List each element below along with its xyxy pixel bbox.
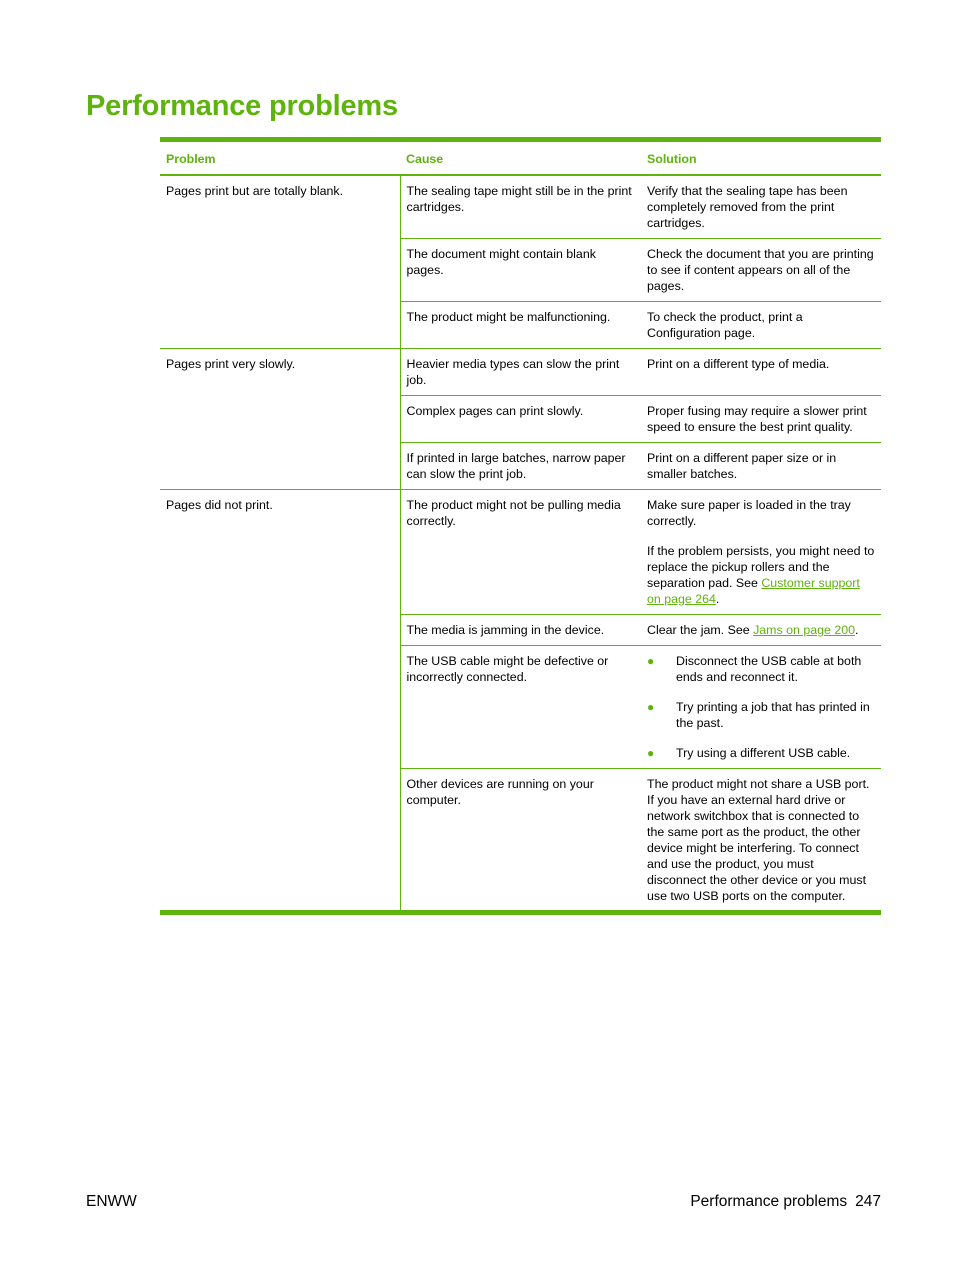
performance-problems-table — [160, 137, 881, 915]
bullet-icon: ● — [647, 654, 655, 668]
solution-cell — [641, 615, 881, 646]
solution-cell — [641, 646, 881, 769]
footer-right — [690, 1193, 881, 1211]
problem-cell: Pages did not print. — [160, 490, 400, 911]
list-item — [647, 699, 875, 731]
bullet-icon: ● — [647, 700, 655, 714]
table-row — [160, 490, 881, 615]
list-item — [647, 653, 875, 685]
footer-left-label: ENWW — [86, 1193, 137, 1210]
bullet-icon: ● — [647, 746, 655, 760]
cause-cell: Complex pages can print slowly. — [400, 396, 641, 443]
solution-cell: Verify that the sealing tape has been completely removed from the print cartridges. — [641, 175, 881, 239]
table-row — [160, 349, 881, 396]
solution-cell: Print on a different paper size or in smaller batches. — [641, 443, 881, 490]
bullet-text: Try using a different USB cable. — [676, 746, 851, 760]
cause-cell: Other devices are running on your computer. — [406, 777, 594, 807]
customer-support-link[interactable]: Customer support on page 264 — [647, 576, 860, 606]
bullet-text: Try printing a job that has printed in the past. — [676, 700, 870, 730]
solution-cell — [641, 490, 881, 615]
solution-bullet-list — [647, 653, 875, 761]
solution-cell: Check the document that you are printing to see if content appears on all of the pages. — [641, 239, 881, 302]
solution-text: Clear the jam. See — [647, 623, 754, 637]
solution-text: . — [855, 623, 859, 637]
cause-cell: The sealing tape might still be in the print cartridges. — [400, 175, 641, 239]
bullet-text: Disconnect the USB cable at both ends and reconnect it. — [676, 654, 862, 684]
footer-section-title: Performance problems — [690, 1193, 848, 1210]
cause-cell: Heavier media types can slow the print job. — [400, 349, 641, 396]
problem-cell: Pages print but are totally blank. — [160, 175, 400, 349]
solution-cell: The product might not share a USB port. If you have an external hard drive or network switchbox that is connected to the same port as the product, the other device might be interfering. To connect and use the product, you must disconnect the other device or you must use two USB ports on the computer. — [647, 777, 870, 903]
problem-cell: Pages print very slowly. — [160, 349, 400, 490]
table-row — [160, 175, 881, 239]
cause-cell: The document might contain blank pages. — [400, 239, 641, 302]
solution-cell: To check the product, print a Configuration page. — [641, 302, 881, 349]
cause-cell: The product might be malfunctioning. — [400, 302, 641, 349]
cause-cell: The product might not be pulling media correctly. — [400, 490, 641, 615]
page-title: Performance problems — [86, 90, 398, 122]
cause-cell: The media is jamming in the device. — [400, 615, 641, 646]
solution-text: If the problem persists, you might need to replace the pickup rollers and the separation pad. See — [647, 544, 875, 590]
solution-cell: Print on a different type of media. — [641, 349, 881, 396]
solution-paragraph: Make sure paper is loaded in the tray correctly. — [647, 498, 851, 528]
cause-cell: If printed in large batches, narrow paper can slow the print job. — [400, 443, 641, 490]
cause-cell: The USB cable might be defective or incorrectly connected. — [400, 646, 641, 769]
solution-paragraph — [647, 543, 875, 607]
solution-cell: Proper fusing may require a slower print speed to ensure the best print quality. — [641, 396, 881, 443]
header-cause: Cause — [400, 142, 641, 175]
table-header-row — [160, 142, 881, 175]
list-item — [647, 745, 875, 761]
solution-text: . — [715, 592, 720, 606]
jams-link[interactable]: Jams on page 200 — [753, 623, 856, 637]
header-problem: Problem — [160, 142, 400, 175]
page-number: 247 — [855, 1193, 881, 1210]
header-solution: Solution — [641, 142, 881, 175]
